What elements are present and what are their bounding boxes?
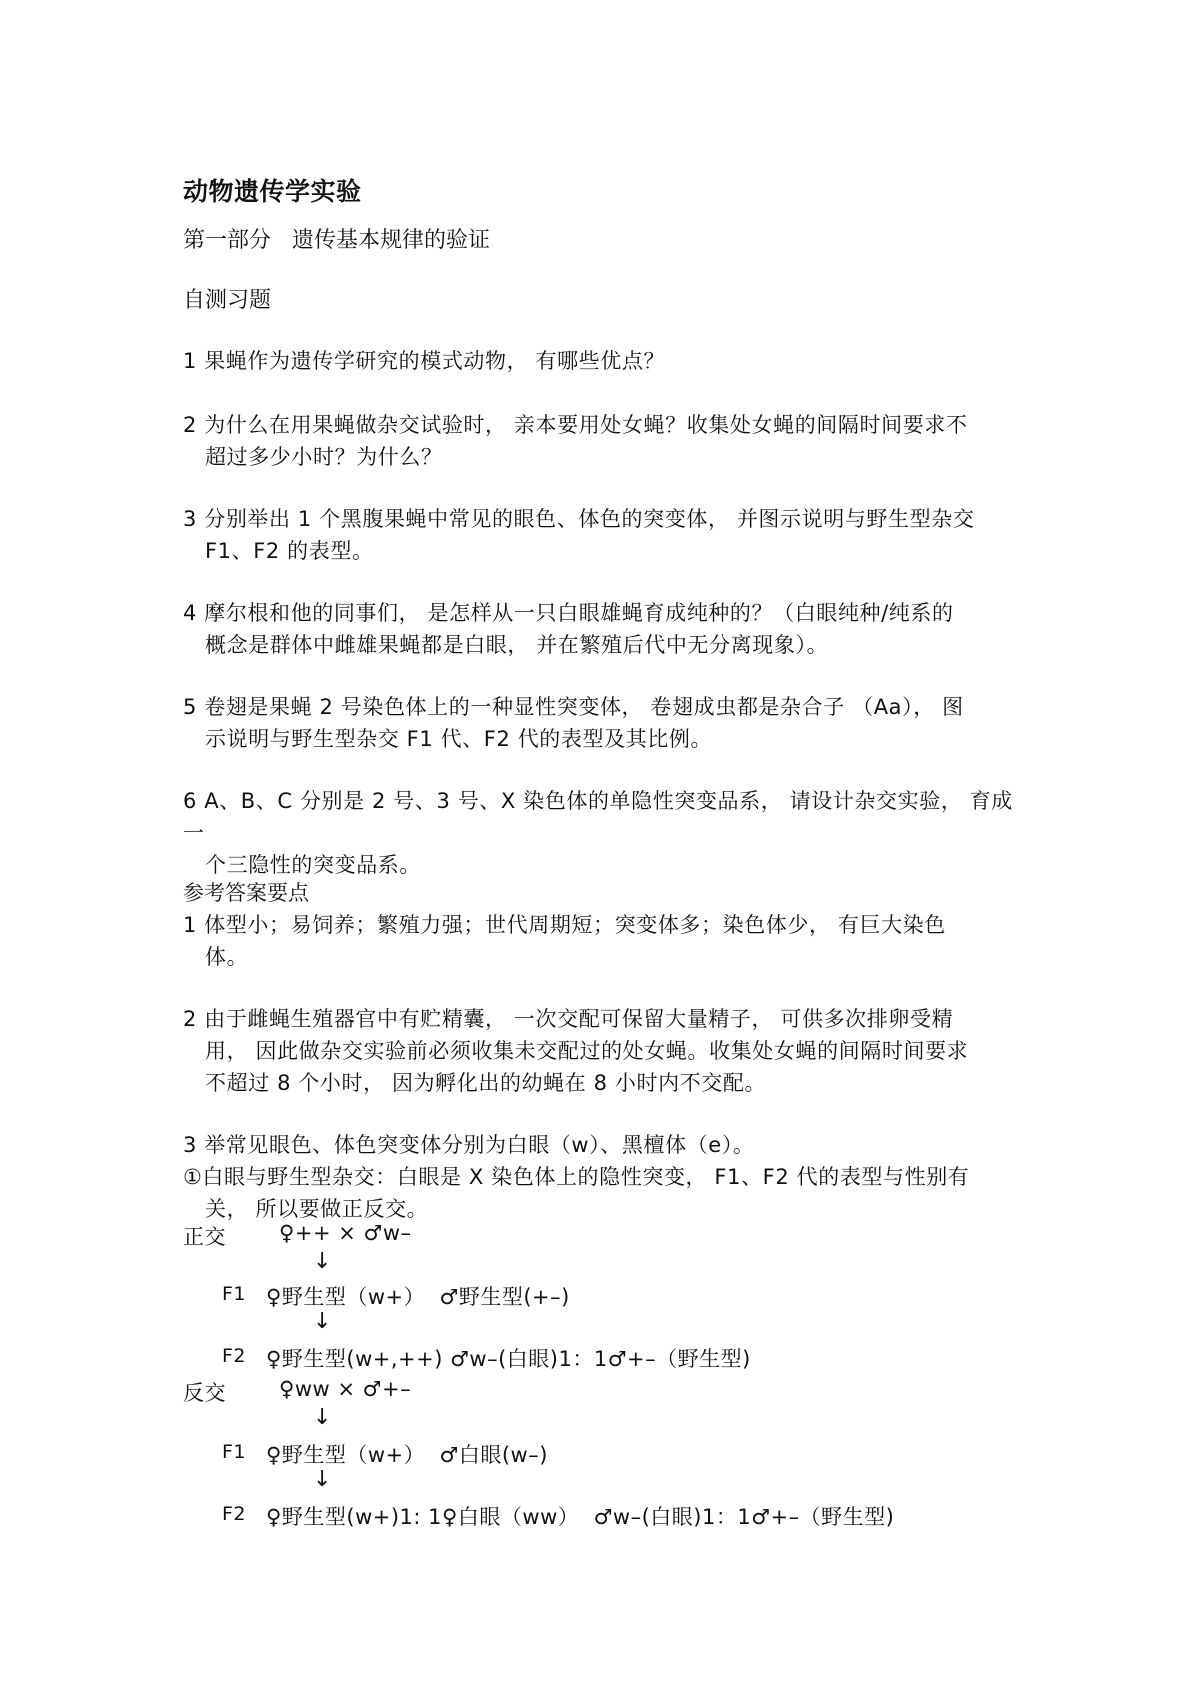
answer-text-cont: 体。 (205, 945, 249, 969)
question-text-cont: 示说明与野生型杂交 F1 代、F2 代的表型及其比例。 (205, 727, 713, 751)
down-arrow-icon: ↓ (313, 1405, 332, 1430)
answer-2 (183, 1003, 1013, 1099)
forward-cross-parents: ♀++ × ♂w– (279, 1221, 412, 1245)
question-2 (183, 409, 1013, 473)
forward-f1-label: F1 (222, 1283, 247, 1305)
question-text: 3 分别举出 1 个黑腹果蝇中常见的眼色、体色的突变体， 并图示说明与野生型杂交 (183, 507, 975, 531)
reverse-f1-label: F1 (222, 1441, 247, 1463)
question-text-cont: 超过多少小时？为什么？ (205, 445, 443, 469)
question-text: 4 摩尔根和他的同事们， 是怎样从一只白眼雄蝇育成纯种的？（白眼纯种/纯系的 (183, 601, 954, 625)
forward-cross-label: 正交 (183, 1225, 226, 1249)
question-text-cont: F1、F2 的表型。 (205, 539, 374, 563)
self-test-heading: 自测习题 (183, 288, 272, 313)
answer-1 (183, 909, 1013, 973)
down-arrow-icon: ↓ (313, 1467, 332, 1492)
forward-f2-result: ♀野生型(w+,++) ♂w–(白眼)1：1♂+–（野生型) (266, 1347, 751, 1371)
reverse-cross-parents: ♀ww × ♂+– (279, 1377, 412, 1401)
answer-text: ①白眼与野生型杂交：白眼是 X 染色体上的隐性突变， F1、F2 代的表型与性别有 (183, 1165, 970, 1189)
question-text: 5 卷翅是果蝇 2 号染色体上的一种显性突变体， 卷翅成虫都是杂合子 （Aa）， 图 (183, 695, 964, 719)
answers-heading: 参考答案要点 (183, 881, 309, 905)
answer-text: 3 举常见眼色、体色突变体分别为白眼（w）、黑檀体（e）。 (183, 1133, 755, 1157)
question-text: 1 果蝇作为遗传学研究的模式动物， 有哪些优点？ (183, 349, 666, 373)
answer-text-cont: 关， 所以要做正反交。 (205, 1197, 429, 1221)
answer-text-cont: 不超过 8 个小时， 因为孵化出的幼蝇在 8 小时内不交配。 (205, 1071, 767, 1095)
question-text-cont: 概念是群体中雌雄果蝇都是白眼， 并在繁殖后代中无分离现象）。 (205, 633, 829, 657)
doc-subtitle: 第一部分 遗传基本规律的验证 (183, 228, 490, 253)
question-6 (183, 785, 1013, 881)
reverse-f2-result: ♀野生型(w+)1: 1♀白眼（ww） ♂w–(白眼)1：1♂+–（野生型) (266, 1505, 895, 1529)
question-text: 2 为什么在用果蝇做杂交试验时， 亲本要用处女蝇？收集处女蝇的间隔时间要求不 (183, 413, 968, 437)
reverse-f1-result: ♀野生型（w+） ♂白眼(w–) (266, 1443, 548, 1467)
question-4 (183, 597, 1013, 661)
reverse-f2-label: F2 (222, 1503, 247, 1525)
question-1 (183, 345, 1013, 377)
answer-3 (183, 1129, 1013, 1225)
question-text-cont: 个三隐性的突变品系。 (205, 853, 421, 877)
answer-text-cont: 用， 因此做杂交实验前必须收集未交配过的处女蝇。收集处女蝇的间隔时间要求 (205, 1039, 969, 1063)
forward-f1-result: ♀野生型（w+） ♂野生型(+–) (266, 1285, 570, 1309)
question-text: 6 A、B、C 分别是 2 号、3 号、X 染色体的单隐性突变品系， 请设计杂交实验， 育成一 (183, 789, 1013, 845)
down-arrow-icon: ↓ (313, 1309, 332, 1334)
answer-text: 1 体型小；易饲养；繁殖力强；世代周期短；突变体多；染色体少， 有巨大染色 (183, 913, 946, 937)
down-arrow-icon: ↓ (313, 1249, 332, 1274)
answer-text: 2 由于雌蝇生殖器官中有贮精囊， 一次交配可保留大量精子， 可供多次排卵受精 (183, 1007, 954, 1031)
question-5 (183, 691, 1013, 755)
reverse-cross-label: 反交 (183, 1381, 226, 1405)
question-3 (183, 503, 1013, 567)
forward-f2-label: F2 (222, 1345, 247, 1367)
doc-title: 动物遗传学实验 (183, 177, 362, 206)
